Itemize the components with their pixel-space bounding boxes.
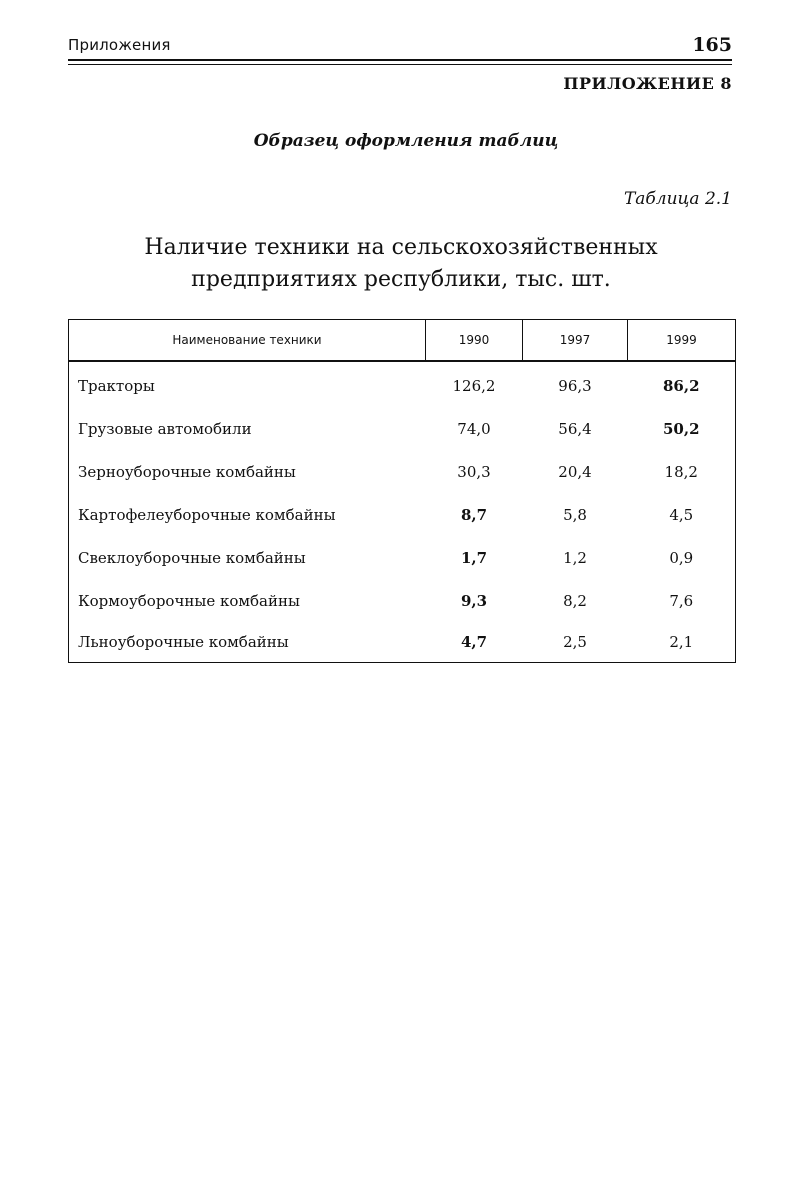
cell-1999: 2,1 [669, 633, 694, 651]
cell-1997: 5,8 [563, 505, 587, 524]
row-name: Тракторы [78, 376, 155, 395]
row-name: Льноуборочные комбайны [78, 633, 289, 651]
cell-1997: 8,2 [563, 591, 587, 610]
column-header-name: Наименование техники [69, 320, 426, 362]
data-table [68, 319, 736, 663]
row-name: Картофелеуборочные комбайны [78, 505, 336, 524]
cell-1999: 4,5 [669, 505, 694, 524]
row-name: Зерноуборочные комбайны [78, 462, 296, 481]
cell-1990: 8,7 [460, 505, 488, 524]
row-name: Грузовые автомобили [78, 419, 252, 438]
cell-1999: 0,9 [669, 548, 694, 567]
cell-1990: 4,7 [460, 633, 488, 651]
cell-1997: 56,4 [558, 419, 592, 438]
table-row [69, 536, 736, 579]
table-row [69, 361, 736, 407]
table-caption [0, 232, 802, 296]
page-number: 165 [692, 34, 732, 56]
cell-1990: 30,3 [457, 462, 491, 481]
cell-1997: 20,4 [558, 462, 592, 481]
running-head [68, 30, 732, 56]
table-row [69, 622, 736, 663]
row-name: Кормоуборочные комбайны [78, 591, 300, 610]
appendix-label: ПРИЛОЖЕНИЕ 8 [563, 74, 732, 93]
section-name: Приложения [68, 36, 171, 54]
table-caption-line: Наличие техники на сельскохозяйственных [144, 235, 658, 260]
cell-1999: 18,2 [664, 462, 698, 481]
table-number: Таблица 2.1 [623, 189, 732, 209]
table-row [69, 407, 736, 450]
cell-1997: 2,5 [563, 633, 587, 651]
column-header-1999: 1999 [628, 320, 736, 362]
table-header-row [69, 320, 736, 362]
table-row [69, 450, 736, 493]
cell-1990: 1,7 [460, 548, 488, 567]
header-rule-thick [68, 59, 732, 61]
cell-1997: 96,3 [558, 376, 592, 395]
cell-1999: 50,2 [662, 419, 700, 438]
cell-1999: 86,2 [662, 376, 700, 395]
cell-1990: 9,3 [460, 591, 488, 610]
table-row [69, 579, 736, 622]
column-header-1997: 1997 [523, 320, 628, 362]
cell-1999: 7,6 [669, 591, 694, 610]
table-row [69, 493, 736, 536]
cell-1990: 74,0 [457, 419, 491, 438]
cell-1997: 1,2 [563, 548, 587, 567]
header-rule-thin [68, 64, 732, 65]
column-header-1990: 1990 [426, 320, 523, 362]
row-name: Свеклоуборочные комбайны [78, 548, 306, 567]
cell-1990: 126,2 [452, 376, 496, 395]
sample-title: Образец оформления таблиц [253, 131, 559, 151]
table-caption-line: предприятиях республики, тыс. шт. [191, 267, 611, 292]
